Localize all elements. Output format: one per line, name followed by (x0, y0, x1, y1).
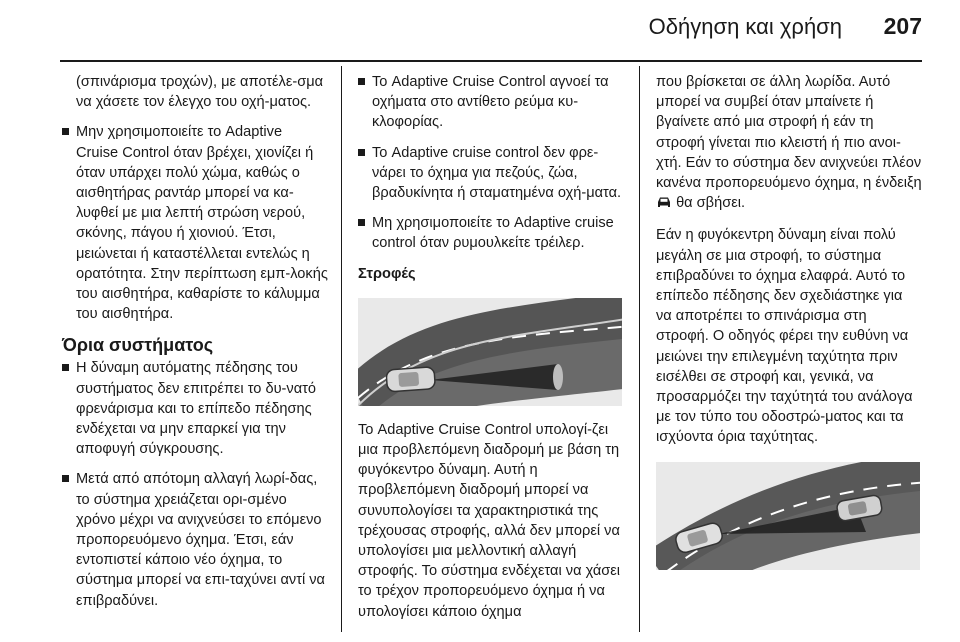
illustration-curve-radar (358, 298, 622, 406)
continued-bullet-text: (σπινάρισμα τροχών), με αποτέλε-σμα να χάσετε τον έλεγχο του οχή-ματος. (76, 74, 324, 111)
section-heading-system-limits: Όρια συστήματος (62, 335, 214, 356)
illustration-curve-lane (656, 462, 920, 570)
column-divider-2 (639, 66, 640, 632)
bullet-towing: Μη χρησιμοποιείτε το Adaptive cruise control όταν ρυμουλκείτε τρέιλερ. (358, 213, 624, 253)
subheading-curves: Στροφές (358, 265, 416, 282)
curves-paragraph: Το Adaptive Cruise Control υπολογί-ζει μια προβλεπόμενη διαδρομή με βάση τη φυγόκεντρο δύναμη. Αυτή η προβλεπόμενη διαδρομή μπορεί να συνυπολογίσει τα χαρακτηριστικά της τρέχουσας στροφής, αλλά δεν μπορεί να υπολογίσει μια μελλοντική αλλαγή στροφής. Το σύστημα ενδέχεται να χάσει το τρέχον προπορευόμενο όχημα ή να υπολογίσει κάποιο όχημα (358, 421, 621, 620)
bullet-weather-warning: Μην χρησιμοποιείτε το Adaptive Cruise Control όταν βρέχει, χιονίζει ή όταν υπάρχει πολύ χώμα, καθώς ο αισθητήρας ραντάρ μπορεί να κα-λυφθεί με μια λεπτή στρώση νερού, σκόνης, πάγου ή χιονιού. Έτσι, μειώνεται ή καταστέλλεται εντελώς η ορατότητα. Στην περίπτωση εμπ-λοκής του αισθητήρα, καθαρίστε το κάλυμμα του αισθητήρα. (62, 122, 328, 324)
bullet-lane-change: Μετά από απότομη αλλαγή λωρί-δας, το σύστημα χρειάζεται ορι-σμένο χρόνο μέχρι να ανιχνεύσει το επόμενο προπορευόμενο όχημα. Έτσι, εάν εντοπιστεί κάποιο νέο όχημα, το σύστημα μπορεί να επι-ταχύνει αντί να επιβραδύνει. (62, 469, 328, 610)
column-1 (62, 72, 328, 621)
bullet-braking-limit: Η δύναμη αυτόματης πέδησης του συστήματος δεν επιτρέπει το δυ-νατό φρενάρισμα και το επίπεδο πέδησης ενδέχεται να μην επαρκεί για την αποφυγή σύγκρουσης. (62, 358, 328, 459)
paragraph-centrifugal: Εάν η φυγόκεντρη δύναμη είναι πολύ μεγάλη σε μια στροφή, το σύστημα επιβραδύνει το όχημα ελαφρά. Αυτό το επίπεδο πέδησης δεν σχεδιάστηκε για να αποτρέπει το σπινάρισμα στη στροφή. Ο οδηγός φέρει την ευθύνη να μειώνει την επιλεγμένη ταχύτητα πριν εισέλθει σε στροφή και, γενικά, να προσαρμόζει την ταχύτητά του ανάλογα με τον τύπο του οδοστρώ-ματος και τα ισχύοντα όρια ταχύτητας. (656, 227, 913, 446)
bullet-oncoming-traffic: Το Adaptive Cruise Control αγνοεί τα οχήματα στο αντίθετο ρεύμα κυ-κλοφορίας. (358, 72, 624, 133)
paragraph-lost-vehicle-text: που βρίσκεται σε άλλη λωρίδα. Αυτό μπορεί να συμβεί όταν μπαίνετε ή βγαίνετε από μια στροφή ή εάν τη στροφή γίνεται πιο κλειστή ή πιο ανοι-χτή. Εάν το σύστημα δεν ανιχνεύει πλέον κανένα προπορευόμενο όχημα, η ένδειξη (656, 74, 922, 192)
column-3 (656, 72, 922, 584)
page-header (0, 0, 960, 60)
bullet-pedestrians: Το Adaptive cruise control δεν φρε-νάρει το όχημα για πεζούς, ζώα, βραδυκίνητα ή σταματημένα οχή-ματα. (358, 143, 624, 204)
column-divider-1 (341, 66, 342, 632)
vehicle-ahead-icon (656, 195, 672, 215)
column-2 (358, 72, 624, 622)
page-title: Οδήγηση και χρήση (648, 14, 842, 39)
header-rule (60, 60, 922, 62)
paragraph-lost-vehicle-end: θα σβήσει. (676, 195, 745, 212)
paragraph-lost-vehicle (656, 72, 922, 215)
page-number: 207 (883, 13, 922, 39)
